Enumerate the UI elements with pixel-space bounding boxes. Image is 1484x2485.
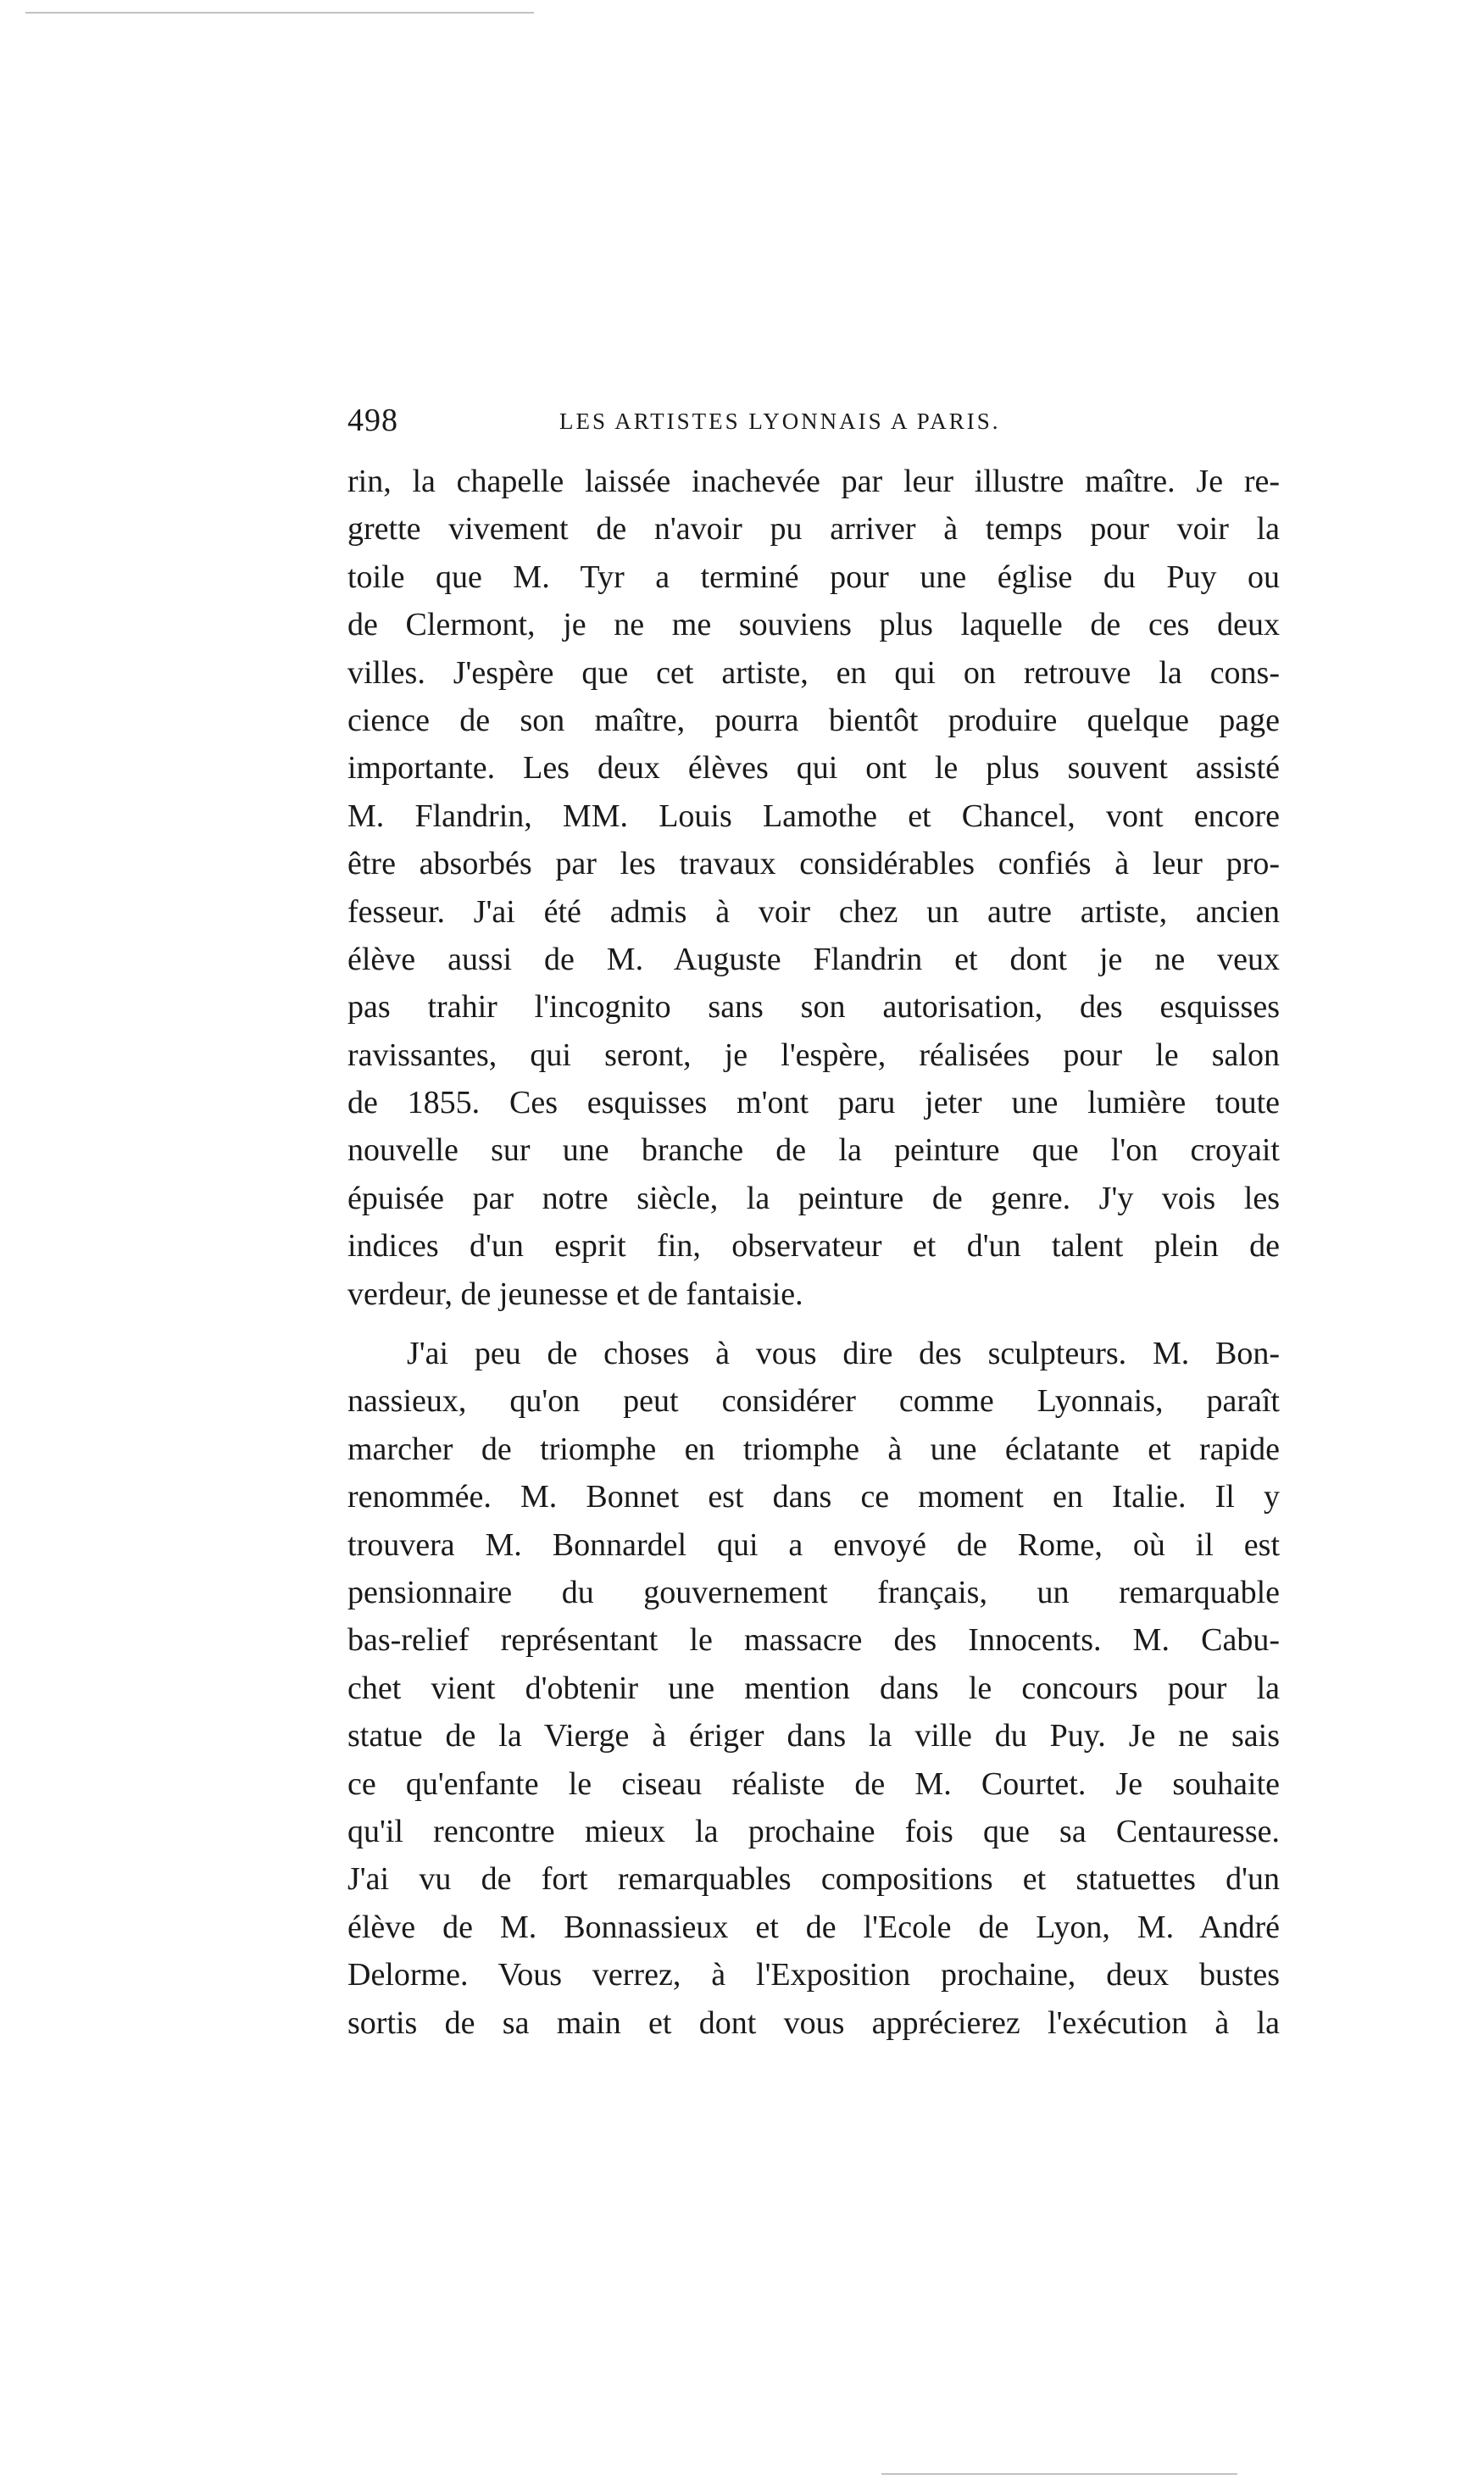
text-line: bas-relief représentant le massacre des Innocents. M. Cabu- xyxy=(347,1622,1280,1659)
text-line: J'ai vu de fort remarquables compositions et statuettes d'un xyxy=(347,1861,1280,1898)
text-line: toile que M. Tyr a terminé pour une église du Puy ou xyxy=(347,559,1280,595)
scan-edge-mark xyxy=(881,2473,1237,2475)
text-line: élève de M. Bonnassieux et de l'Ecole de Lyon, M. André xyxy=(347,1909,1280,1945)
text-line: ce qu'enfante le ciseau réaliste de M. Courtet. Je souhaite xyxy=(347,1765,1280,1802)
text-line: épuisée par notre siècle, la peinture de genre. J'y vois les xyxy=(347,1180,1280,1216)
body-text xyxy=(347,458,1280,2047)
scan-edge-mark xyxy=(25,12,534,14)
text-line: J'ai peu de choses à vous dire des sculpteurs. M. Bon- xyxy=(407,1336,1280,1372)
text-line: élève aussi de M. Auguste Flandrin et dont je ne veux xyxy=(347,941,1280,977)
text-line: nouvelle sur une branche de la peinture que l'on croyait xyxy=(347,1132,1280,1169)
paragraph-gap xyxy=(347,1318,1280,1330)
text-line: nassieux, qu'on peut considérer comme Lyonnais, paraît xyxy=(347,1383,1280,1420)
text-line: grette vivement de n'avoir pu arriver à temps pour voir la xyxy=(347,511,1280,548)
text-line: ravissantes, qui seront, je l'espère, réalisées pour le salon xyxy=(347,1037,1280,1073)
text-line: statue de la Vierge à ériger dans la ville du Puy. Je ne sais xyxy=(347,1718,1280,1754)
text-line: qu'il rencontre mieux la prochaine fois que sa Centauresse. xyxy=(347,1813,1280,1849)
text-line: pensionnaire du gouvernement français, un remarquable xyxy=(347,1574,1280,1610)
text-line: indices d'un esprit fin, observateur et d'un talent plein de xyxy=(347,1228,1280,1265)
text-line: renommée. M. Bonnet est dans ce moment en Italie. Il y xyxy=(347,1479,1280,1515)
text-line: verdeur, de jeunesse et de fantaisie. xyxy=(347,1276,803,1312)
page-number: 498 xyxy=(347,403,398,438)
text-line: M. Flandrin, MM. Louis Lamothe et Chancel, vont encore xyxy=(347,798,1280,834)
text-line: de 1855. Ces esquisses m'ont paru jeter une lumière toute xyxy=(347,1085,1280,1121)
text-line: Delorme. Vous verrez, à l'Exposition prochaine, deux bustes xyxy=(347,1957,1280,1993)
text-line: villes. J'espère que cet artiste, en qui on retrouve la cons- xyxy=(347,654,1280,691)
text-line: cience de son maître, pourra bientôt produire quelque page xyxy=(347,702,1280,738)
text-line: de Clermont, je ne me souviens plus laquelle de ces deux xyxy=(347,607,1280,643)
text-line: être absorbés par les travaux considérables confiés à leur pro- xyxy=(347,846,1280,882)
text-line: sortis de sa main et dont vous apprécierez l'exécution à la xyxy=(347,2004,1280,2041)
text-line: fesseur. J'ai été admis à voir chez un autre artiste, ancien xyxy=(347,893,1280,930)
text-line: chet vient d'obtenir une mention dans le concours pour la xyxy=(347,1670,1280,1706)
text-line: marcher de triomphe en triomphe à une éclatante et rapide xyxy=(347,1431,1280,1467)
text-line: importante. Les deux élèves qui ont le plus souvent assisté xyxy=(347,750,1280,787)
running-head xyxy=(347,402,1271,453)
text-line: rin, la chapelle laissée inachevée par leur illustre maître. Je re- xyxy=(347,464,1280,499)
text-line: trouvera M. Bonnardel qui a envoyé de Rome, où il est xyxy=(347,1526,1280,1563)
text-line: pas trahir l'incognito sans son autorisation, des esquisses xyxy=(347,989,1280,1026)
header-title: LES ARTISTES LYONNAIS A PARIS. xyxy=(559,409,1001,434)
